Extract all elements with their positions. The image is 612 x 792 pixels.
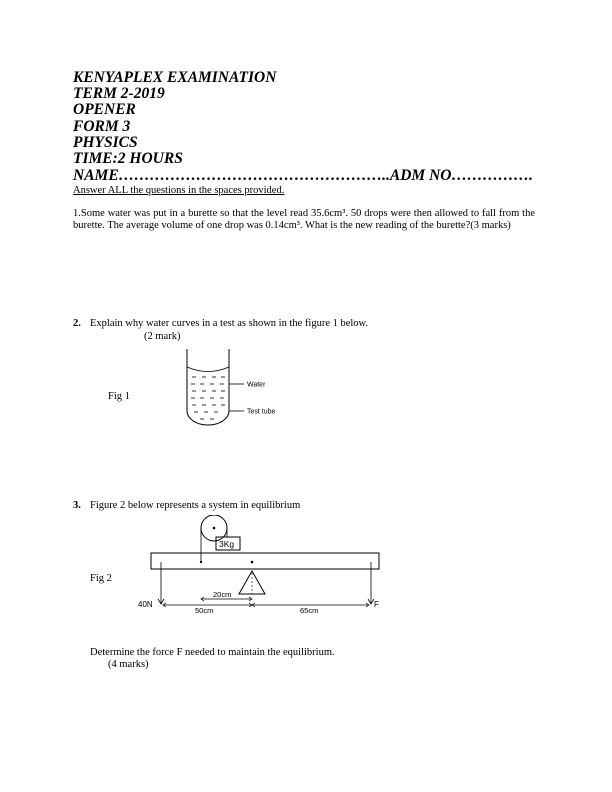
question-3-number: 3. <box>73 500 81 511</box>
question-3-marks: (4 marks) <box>108 659 149 670</box>
question-3-text: Figure 2 below represents a system in equilibrium <box>90 500 301 511</box>
mass-label: 3Kg <box>219 539 235 549</box>
figure-2-lever <box>130 515 390 615</box>
question-2-marks: (2 mark) <box>144 331 181 342</box>
fig-1-label: Fig 1 <box>108 391 130 402</box>
header-line-subject: PHYSICS <box>73 133 138 151</box>
exam-header <box>73 70 276 167</box>
force-left-label: 40N <box>138 600 153 609</box>
header-line-form: FORM 3 <box>73 117 131 135</box>
header-line-time: TIME:2 HOURS <box>73 150 183 168</box>
question-1: 1.Some water was put in a burette so that the level read 35.6cm³. 50 drops were then allowed to fall from the burette. The average volume of one drop was 0.14cm³. What is the new reading of the burette?(3 marks) <box>73 208 535 231</box>
question-2-text: Explain why water curves in a test as shown in the figure 1 below. <box>90 318 369 329</box>
distance-50cm: 50cm <box>195 606 214 615</box>
test-tube-label: Test tube <box>247 408 276 416</box>
water-label: Water <box>247 381 266 389</box>
figure-1-test-tube <box>180 345 310 430</box>
header-line-term: TERM 2-2019 <box>73 85 165 103</box>
instructions: Answer ALL the questions in the spaces provided. <box>73 185 285 196</box>
beam <box>151 553 379 569</box>
force-right-label: F <box>374 600 379 609</box>
header-line-school: KENYAPLEX EXAMINATION <box>73 69 277 86</box>
distance-20cm: 20cm <box>213 590 232 599</box>
name-adm-line: NAME……………………………………………..ADM NO……………. <box>73 167 533 184</box>
header-line-opener: OPENER <box>73 101 136 119</box>
question-3-prompt: Determine the force F needed to maintain the equilibrium. <box>90 647 335 658</box>
fig-2-label: Fig 2 <box>90 573 112 584</box>
question-2-number: 2. <box>73 318 81 329</box>
distance-65cm: 65cm <box>300 606 319 615</box>
